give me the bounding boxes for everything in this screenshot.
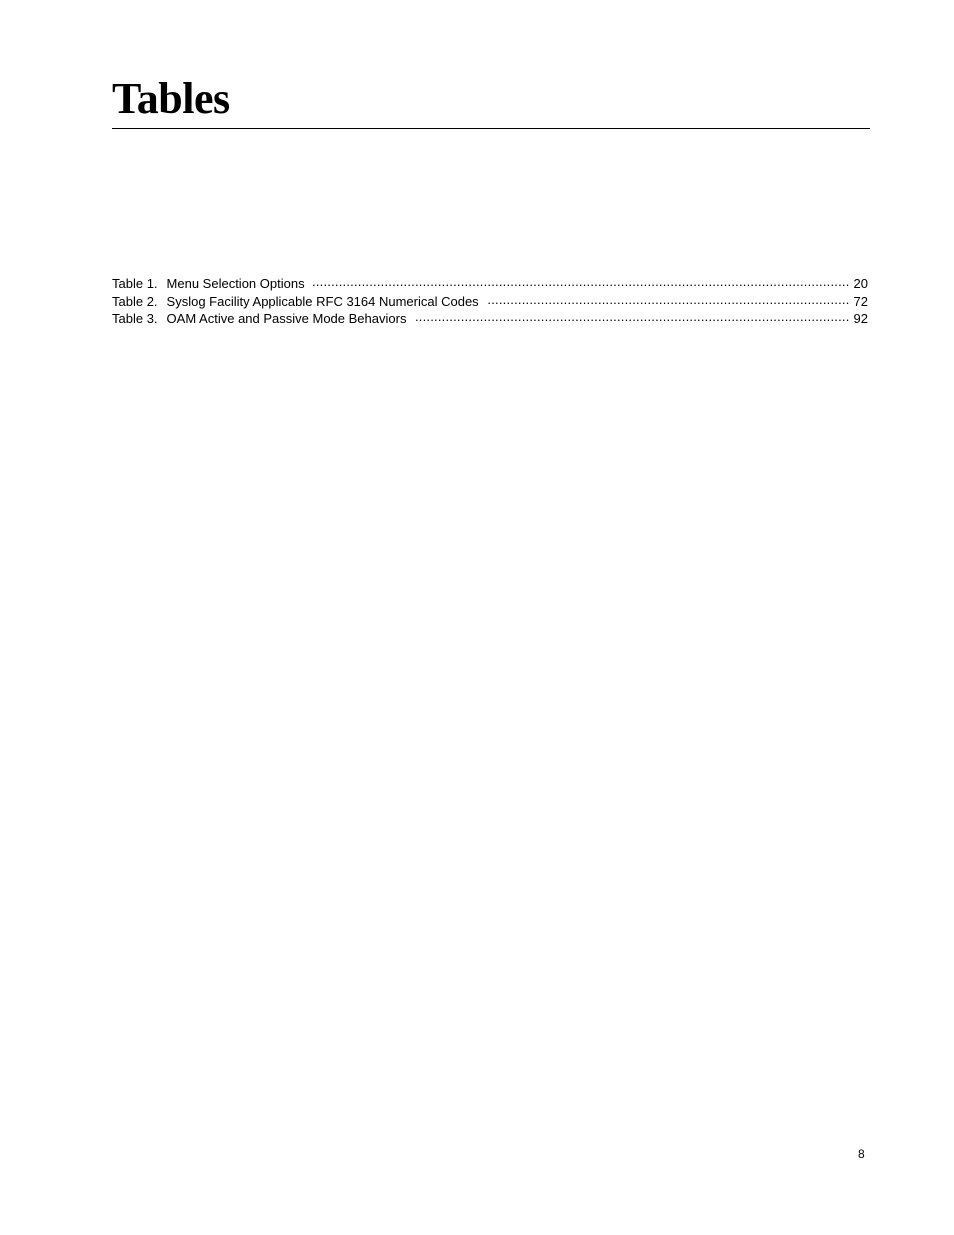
list-of-tables (112, 275, 868, 328)
dot-leader (313, 275, 850, 288)
toc-entry-number: Table 1. (112, 276, 158, 291)
toc-entry-page: 92 (853, 311, 868, 327)
dot-leader (487, 293, 850, 306)
toc-entry-table-1[interactable] (112, 275, 868, 293)
toc-entry-title: OAM Active and Passive Mode Behaviors (166, 311, 407, 327)
page-title: Tables (112, 74, 230, 123)
toc-entry-page: 20 (853, 276, 868, 291)
toc-entry-number: Table 3. (112, 311, 158, 327)
dot-leader (414, 310, 849, 323)
page-number: 8 (858, 1147, 865, 1161)
toc-entry-table-3[interactable] (112, 310, 868, 328)
title-divider (112, 128, 870, 129)
toc-entry-title: Menu Selection Options (166, 276, 305, 291)
toc-entry-number: Table 2. (112, 293, 158, 309)
toc-entry-table-2[interactable] (112, 293, 868, 311)
toc-entry-title: Syslog Facility Applicable RFC 3164 Numerical Codes (166, 293, 479, 309)
toc-entry-page: 72 (853, 293, 868, 309)
